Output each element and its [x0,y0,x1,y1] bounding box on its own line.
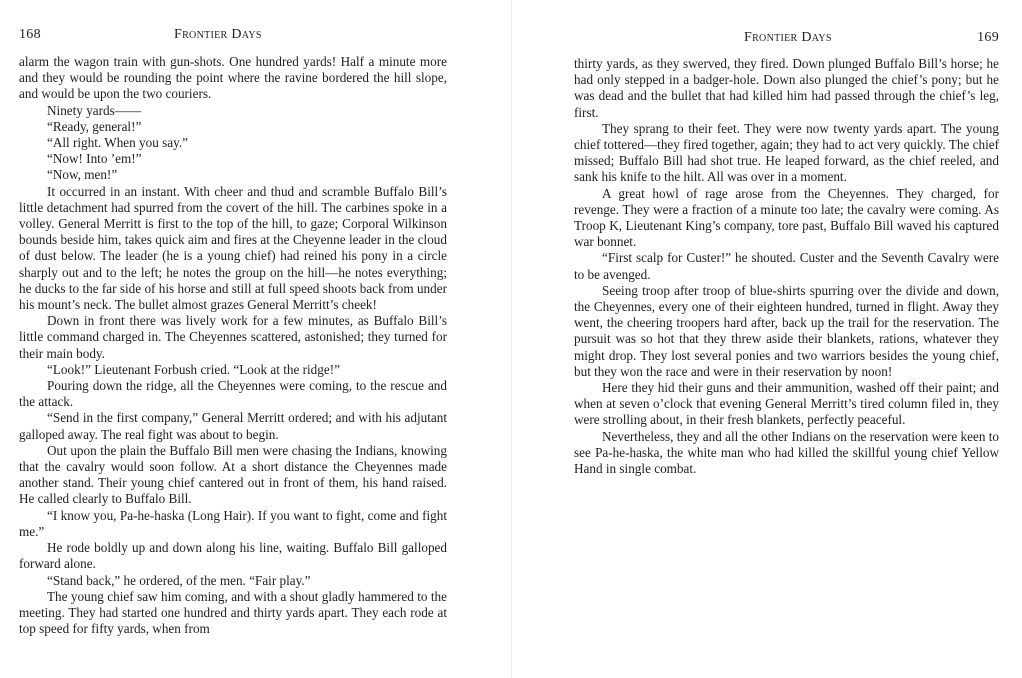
paragraph: It occurred in an instant. With cheer and thud and scramble Buffalo Bill’s little detachment had spurred from the covert of the hill. The carbines spoke in a volley. General Merritt is first to the top of the hill, to gaze; Corporal Wilkinson bounds beside him, takes quick aim and fires at the Cheyenne leader in the cloud of dust below. The leader (he is a young chief) had reined his pony in a circle sharply out and to the left; he notes the group on the hill—he notes everything; he ducks to the far side of his horse and still at full speed shoots back from under his mount’s neck. The bullet almost grazes General Merritt’s cheek! [19,183,447,313]
left-page-header [19,0,447,42]
paragraph: Here they hid their guns and their ammunition, washed off their paint; and when at seven o’clock that evening General Merritt’s tired column filed in, they were strolling about, in their fresh blankets, perfectly peaceful. [574,380,999,428]
paragraph: Nevertheless, they and all the other Indians on the reservation were keen to see Pa-he-haska, the white man who had killed the skillful young chief Yellow Hand in single combat. [574,428,999,477]
paragraph: Ninety yards—— [47,102,142,118]
page-number: 168 [19,27,41,42]
paragraph: “Now! Into ’em!” [47,151,142,167]
paragraph: alarm the wagon train with gun-shots. One hundred yards! Half a minute more and they would be rounding the point where the ravine bordered the hill slope, and would be upon the two couriers. [19,54,447,102]
paragraph: “Send in the first company,” General Merritt ordered; and with his adjutant galloped away. The real fight was about to begin. [19,410,447,442]
left-page-body [19,54,447,637]
right-page [511,0,1022,678]
paragraph: They sprang to their feet. They were now twenty yards apart. The young chief tottered—they fired together, again; they had to act very quickly. The chief missed; Buffalo Bill had shot true. He leaped forward, as the chief reeled, and sank his knife to the hilt. All was over in a moment. [574,120,999,185]
running-title: Frontier Days [174,27,262,42]
right-page-header [574,0,999,45]
paragraph: He rode boldly up and down along his line, waiting. Buffalo Bill galloped forward alone. [19,540,447,572]
paragraph: “Ready, general!” [47,118,142,134]
paragraph: thirty yards, as they swerved, they fired. Down plunged Buffalo Bill’s horse; he had only stepped in a badger-hole. Down also plunged the chief’s pony; but he was dead and the bullet that had killed him had passed through the chief’s leg, first. [574,56,999,120]
paragraph: Pouring down the ridge, all the Cheyennes were coming, to the rescue and the attack. [19,378,447,410]
paragraph: “Look!” Lieutenant Forbush cried. “Look at the ridge!” [47,361,340,377]
page-number: 169 [977,30,999,45]
paragraph: “Now, men!” [47,167,118,183]
paragraph: “I know you, Pa-he-haska (Long Hair). If you want to fight, come and fight me.” [19,507,447,539]
paragraph: Seeing troop after troop of blue-shirts spurring over the divide and down, the Cheyennes, every one of their eighteen hundred, turned in flight. Away they went, the cheering troopers hard after, back up the trail for the reservation. The pursuit was so hot that they threw aside their blankets, rations, whatever they might drop. They lost several ponies and two warriors besides the young chief, but they won the race and were in their reservation by noon! [574,282,999,379]
running-title: Frontier Days [744,30,832,45]
paragraph: Out upon the plain the Buffalo Bill men were chasing the Indians, knowing that the cavalry would soon follow. At a short distance the Cheyennes made another stand. Their young chief cantered out in front of them, his hand raised. He called clearly to Buffalo Bill. [19,442,447,507]
paragraph: The young chief saw him coming, and with a shout gladly hammered to the meeting. They had started one hundred and thirty yards apart. They each rode at top speed for fifty yards, when from [19,588,447,637]
right-page-body [574,56,999,477]
paragraph: “Stand back,” he ordered, of the men. “Fair play.” [47,572,311,588]
paragraph: A great howl of rage arose from the Cheyennes. They charged, for revenge. They were a fraction of a minute too late; the cavalry were coming. As Troop K, Lieutenant King’s company, tore past, Buffalo Bill waved his captured war bonnet. [574,185,999,250]
paragraph: Down in front there was lively work for a few minutes, as Buffalo Bill’s little command charged in. The Cheyennes scattered, astonished; they turned for their main body. [19,313,447,361]
paragraph: “First scalp for Custer!” he shouted. Custer and the Seventh Cavalry were to be avenged. [574,250,999,282]
paragraph: “All right. When you say.” [47,135,188,151]
